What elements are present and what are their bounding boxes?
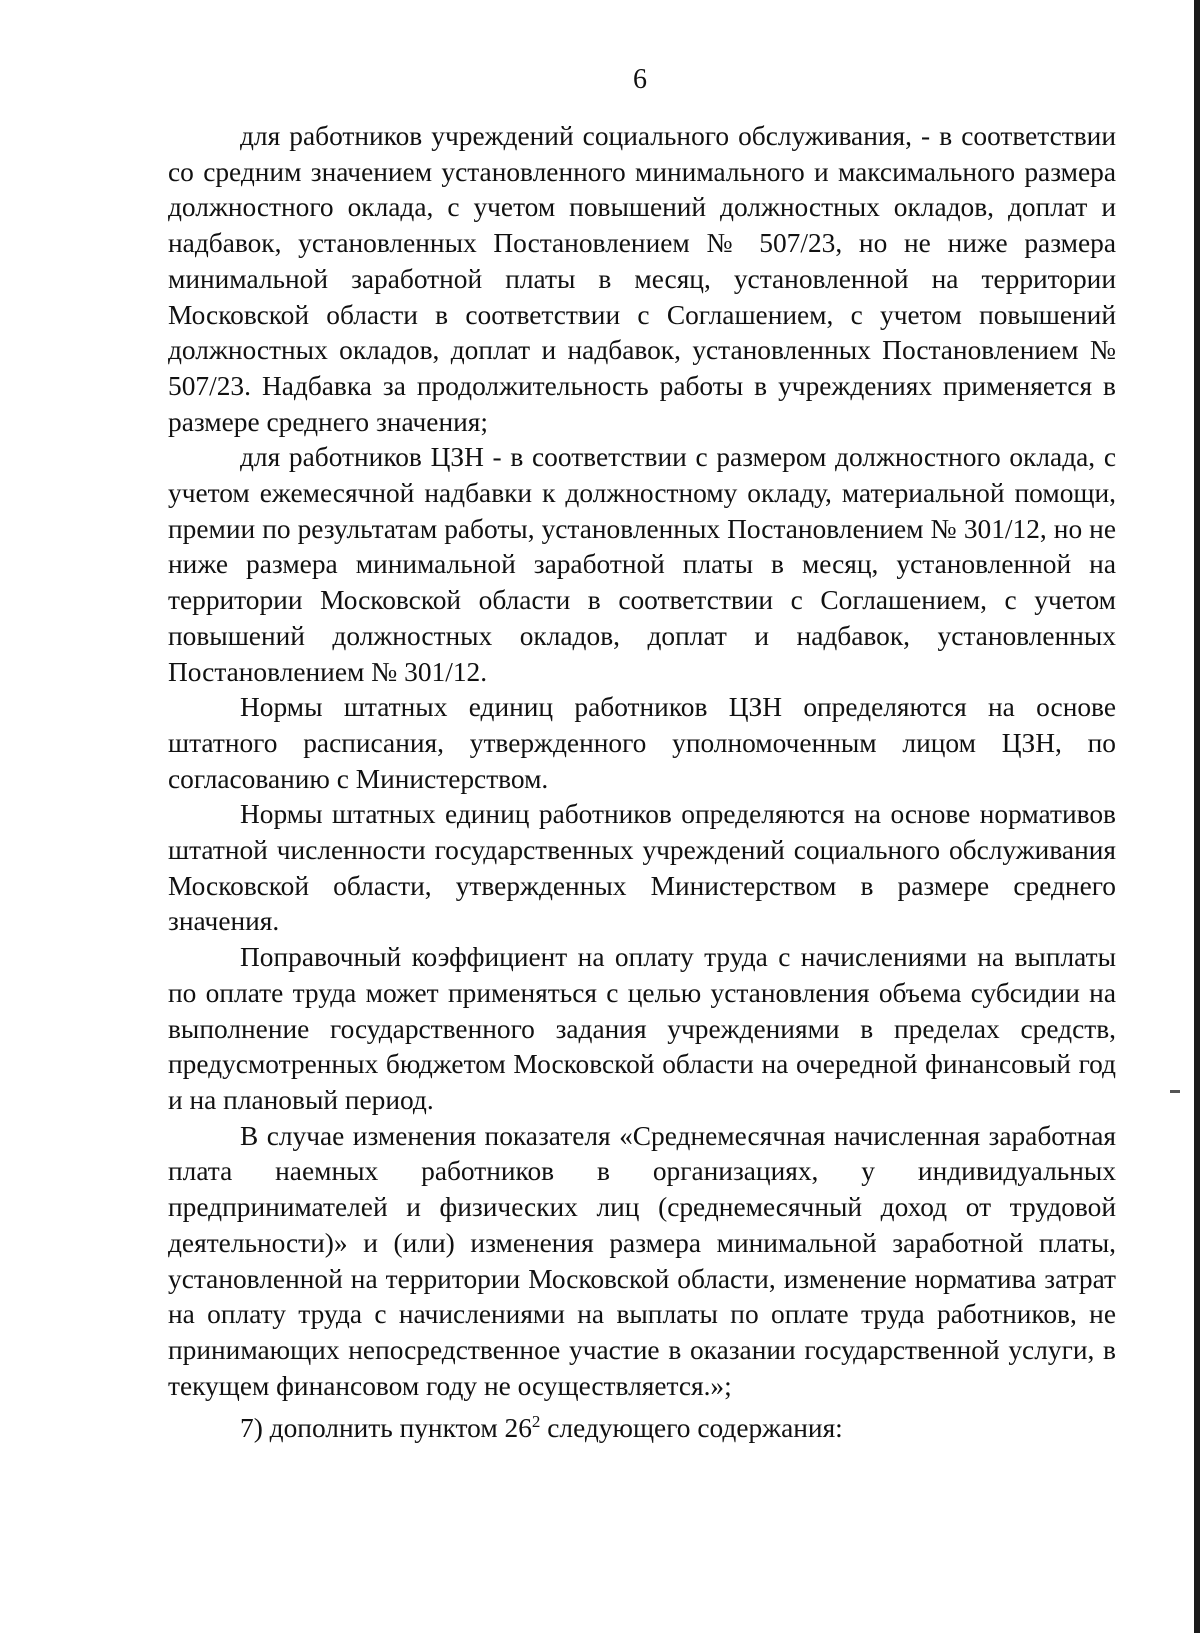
paragraph-indicator-change: В случае изменения показателя «Среднемесячная начисленная заработная плата наемных работников в организациях, у индивидуальных предпринимателей и физических лиц (среднемесячный доход от трудовой деятельности)» и (или) изменения размера минимальной заработной платы, установленной на территории Московской области, изменение норматива затрат на оплату труда с начислениями на выплаты по оплате труда работников, не принимающих непосредственное участие в оказании государственной услуги, в текущем финансовом году не осуществляется.»; bbox=[168, 1120, 1116, 1401]
paragraph-social-service-workers: для работников учреждений социального обслуживания, - в соответствии со средним значением установленного минимального и максимального размера должностного оклада, с учетом повышений должностных окладов, доплат и надбавок, установленных Постановлением № 507/23, но не ниже размера минимальной заработной платы в месяц, установленной на территории Московской области в соответствии с Соглашением, с учетом повышений должностных окладов, доплат и надбавок, установленных Постановлением № 507/23. Надбавка за продолжительность работы в учреждениях применяется в размере среднего значения; bbox=[168, 121, 1116, 437]
paragraph-czn-workers: для работников ЦЗН - в соответствии с размером должностного оклада, с учетом ежемесячной надбавки к должностному окладу, материальной помощи, премии по результатам работы, установленных Постановлением № 301/12, но не ниже размера минимальной заработной платы в месяц, установленной на территории Московской области в соответствии с Соглашением, с учетом повышений должностных окладов, доплат и надбавок, установленных Постановлением № 301/12. bbox=[168, 442, 1116, 687]
paragraph-czn-staff-norms: Нормы штатных единиц работников ЦЗН определяются на основе штатного расписания, утвержденного уполномоченным лицом ЦЗН, по согласованию с Министерством. bbox=[168, 692, 1116, 794]
body-text bbox=[168, 119, 1116, 1447]
scan-border bbox=[1194, 0, 1200, 1633]
item-7-text-end: следующего содержания: bbox=[540, 1413, 843, 1444]
item-7-superscript: 2 bbox=[531, 1412, 541, 1432]
page-number: 6 bbox=[633, 64, 647, 95]
scan-mark bbox=[1170, 1090, 1180, 1093]
paragraph-item-7 bbox=[168, 1404, 1116, 1447]
paragraph-correction-coefficient: Поправочный коэффициент на оплату труда с начислениями на выплаты по оплате труда может применяться с целью установления объема субсидии на выполнение государственного задания учреждениями в пределах средств, предусмотренных бюджетом Московской области на очередной финансовый год и на плановый период. bbox=[168, 942, 1116, 1115]
item-7-text: 7) дополнить пунктом 26 bbox=[240, 1413, 532, 1444]
paragraph-staff-norms: Нормы штатных единиц работников определяются на основе нормативов штатной численности государственных учреждений социального обслуживания Московской области, утвержденных Министерством в размере среднего значения. bbox=[168, 799, 1116, 937]
